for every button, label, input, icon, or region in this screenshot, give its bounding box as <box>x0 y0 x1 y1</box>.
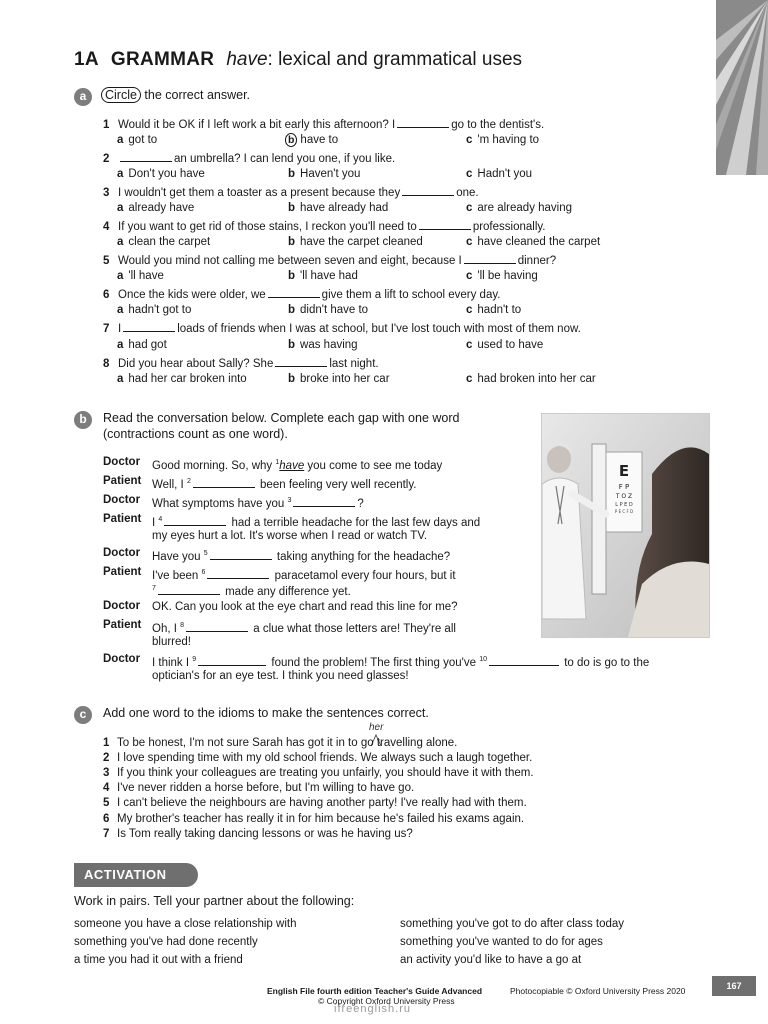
activation-instruction: Work in pairs. Tell your partner about the following: <box>74 894 355 908</box>
dialogue-text: ? <box>357 497 364 510</box>
section-b-instruction-line1: Read the conversation below. Complete each gap with one word <box>103 411 460 425</box>
question-text: If you want to get rid of those stains, I reckon you'll need to <box>118 221 417 233</box>
question-text: an umbrella? I can lend you one, if you like. <box>174 153 396 165</box>
option-a[interactable]: a had got <box>117 339 167 351</box>
section-b-instruction-line2: (contractions count as one word). <box>103 427 288 441</box>
example-answer: have <box>279 459 305 472</box>
question-number: 2 <box>103 153 110 165</box>
activation-item: an activity you'd like to have a go at <box>400 954 582 966</box>
speaker-label: Doctor <box>103 547 141 559</box>
answer-gap <box>210 559 272 560</box>
section-a-badge: a <box>74 88 92 106</box>
speaker-label: Doctor <box>103 456 141 468</box>
question-4 <box>103 221 545 233</box>
idiom-item <box>103 737 457 749</box>
option-text: got to <box>128 134 158 146</box>
option-a[interactable]: a hadn't got to <box>117 304 192 316</box>
idiom-item <box>103 813 524 825</box>
footer-copyright: © Copyright Oxford University Press <box>318 996 455 1006</box>
question-6 <box>103 289 500 301</box>
question-number: 3 <box>103 187 110 199</box>
idiom-item <box>103 797 527 809</box>
answer-gap <box>120 161 172 162</box>
option-text: broke into her car <box>300 373 390 385</box>
item-number: 3 <box>103 767 110 779</box>
question-text: loads of friends when I was at school, but I've lost touch with most of them now. <box>177 323 581 335</box>
option-text: had got <box>128 339 167 351</box>
gap-number: 10 <box>479 656 488 663</box>
footer-book-title: English File fourth edition Teacher's Guide Advanced <box>267 986 483 996</box>
option-a[interactable]: a 'll have <box>117 270 164 282</box>
answer-gap <box>402 195 454 196</box>
topic-italic: have <box>226 49 268 70</box>
question-text: dinner? <box>517 255 557 267</box>
option-text: Hadn't you <box>477 168 533 180</box>
section-name: GRAMMAR <box>110 49 215 70</box>
option-text: have the carpet cleaned <box>300 236 423 248</box>
item-text: To be honest, I'm not sure Sarah has got it in to go travelling alone. <box>117 737 458 749</box>
item-text: If you think your colleagues are treating you unfairly, you should have it with them. <box>117 767 534 779</box>
dialogue-text: paracetamol every four hours, but it <box>271 569 456 582</box>
handwritten-insert: her <box>369 722 384 733</box>
option-text: had her car broken into <box>128 373 247 385</box>
dialogue-text: been feeling very well recently. <box>256 478 417 491</box>
option-c[interactable]: c 'm having to <box>466 134 540 146</box>
option-text: have already had <box>300 202 389 214</box>
option-c[interactable]: c used to have <box>466 339 544 351</box>
gap-number: 4 <box>158 516 163 523</box>
eye-chart-row: L P E D <box>615 502 633 508</box>
option-text: used to have <box>477 339 544 351</box>
speaker-label: Patient <box>103 619 142 631</box>
dialogue-text: Well, I <box>152 478 187 491</box>
item-text: I can't believe the neighbours are having another party! I've really had with them. <box>117 797 527 809</box>
eye-chart-row: E <box>618 462 630 480</box>
speaker-label: Doctor <box>103 600 141 612</box>
question-text: I <box>118 323 122 335</box>
item-number: 2 <box>103 752 110 764</box>
item-number: 1 <box>103 737 110 749</box>
option-text: 'm having to <box>477 134 540 146</box>
dialogue-text: Have you <box>152 550 204 563</box>
speaker-label: Patient <box>103 475 142 487</box>
dialogue-text: Good morning. So, why <box>152 459 276 472</box>
dialogue-text: Oh, I <box>152 622 181 635</box>
option-c[interactable]: c are already having <box>466 202 573 214</box>
option-text: Don't you have <box>128 168 205 180</box>
dialogue-line <box>152 493 364 512</box>
question-3 <box>103 187 479 199</box>
question-text: one. <box>456 187 479 199</box>
item-text: I've never ridden a horse before, but I'm willing to have go. <box>117 782 415 794</box>
idiom-item <box>103 782 414 794</box>
dialogue-text: to do is go to the <box>561 656 650 669</box>
activation-banner: ACTIVATION <box>74 863 198 887</box>
option-a[interactable]: a got to <box>117 134 158 146</box>
answer-gap <box>275 366 327 367</box>
section-b-badge: b <box>74 411 92 429</box>
answer-gap <box>164 525 226 526</box>
page-title <box>74 49 522 71</box>
question-text: go to the dentist's. <box>451 119 545 131</box>
question-7 <box>103 323 581 335</box>
option-text: already have <box>128 202 195 214</box>
option-text: had broken into her car <box>477 373 596 385</box>
dialogue-line: OK. Can you look at the eye chart and read this line for me? <box>152 601 458 613</box>
dialogue-text: I <box>152 516 159 529</box>
dialogue-line-continued: my eyes hurt a lot. It's worse when I read or watch TV. <box>152 530 428 542</box>
answer-gap <box>397 127 449 128</box>
answer-gap <box>158 594 220 595</box>
gap-number: 1 <box>275 459 280 466</box>
question-1 <box>103 119 544 131</box>
eye-chart-row: T O Z <box>615 493 633 500</box>
gap-number: 7 <box>152 585 156 592</box>
dialogue-text: I've been <box>152 569 202 582</box>
option-text: hadn't got to <box>128 304 192 316</box>
answer-gap <box>198 665 266 666</box>
gap-number: 6 <box>201 569 206 576</box>
question-text: give them a lift to school every day. <box>321 289 501 301</box>
option-text: 'll have <box>128 270 164 282</box>
option-c[interactable]: c 'll be having <box>466 270 538 282</box>
question-2 <box>103 153 395 165</box>
option-text: are already having <box>477 202 573 214</box>
option-a[interactable]: a clean the carpet <box>117 236 211 248</box>
circle-word: Circle <box>101 87 141 103</box>
answer-gap <box>207 578 269 579</box>
dialogue-text: taking anything for the headache? <box>273 550 451 563</box>
gap-number: 9 <box>192 656 197 663</box>
dialogue-line <box>152 455 442 474</box>
option-c[interactable]: c have cleaned the carpet <box>466 236 601 248</box>
gap-number: 3 <box>287 497 292 504</box>
answer-gap <box>464 263 516 264</box>
dialogue-text: a clue what those letters are! They're all <box>250 622 456 635</box>
option-b[interactable]: b was having <box>288 339 358 351</box>
instruction-text: the correct answer. <box>140 88 251 102</box>
option-text: clean the carpet <box>128 236 211 248</box>
answer-gap <box>489 665 559 666</box>
question-5 <box>103 255 556 267</box>
option-text: didn't have to <box>300 304 369 316</box>
answer-gap <box>268 297 320 298</box>
page-number: 167 <box>712 976 756 996</box>
activation-item: something you've had done recently <box>74 936 258 948</box>
eye-chart-row: P E C F D <box>614 509 634 514</box>
section-c-badge: c <box>74 706 92 724</box>
footer-photocopiable: Photocopiable © Oxford University Press 2020 <box>510 986 686 996</box>
question-number: 1 <box>103 119 110 131</box>
option-b[interactable]: b broke into her car <box>288 373 390 385</box>
question-8 <box>103 358 379 370</box>
speaker-label: Doctor <box>103 653 141 665</box>
option-text: have to <box>300 134 339 146</box>
question-text: Would you mind not calling me between seven and eight, because I <box>118 255 462 267</box>
answer-gap <box>419 229 471 230</box>
item-text: Is Tom really taking dancing lessons or was he having us? <box>117 828 413 840</box>
question-text: last night. <box>329 358 379 370</box>
unit-code: 1A <box>74 49 99 70</box>
option-a[interactable]: a had her car broken into <box>117 373 247 385</box>
dialogue-text: you come to see me today <box>304 459 443 472</box>
question-number: 8 <box>103 358 110 370</box>
speaker-label: Patient <box>103 566 142 578</box>
question-text: I wouldn't get them a toaster as a present because they <box>118 187 401 199</box>
dialogue-text: What symptoms have you <box>152 497 288 510</box>
question-text: professionally. <box>472 221 546 233</box>
idiom-item <box>103 752 532 764</box>
option-text: was having <box>300 339 358 351</box>
activation-item: someone you have a close relationship with <box>74 918 297 930</box>
question-number: 5 <box>103 255 110 267</box>
dialogue-line-continued <box>152 581 351 600</box>
gap-number: 2 <box>186 478 191 485</box>
activation-item: a time you had it out with a friend <box>74 954 243 966</box>
item-number: 5 <box>103 797 110 809</box>
watermark: ifreenglish.ru <box>334 1003 411 1015</box>
answer-gap <box>186 631 248 632</box>
option-c[interactable]: c had broken into her car <box>466 373 596 385</box>
answer-gap <box>193 487 255 488</box>
option-text: have cleaned the carpet <box>477 236 601 248</box>
option-text: hadn't to <box>477 304 522 316</box>
question-number: 6 <box>103 289 110 301</box>
option-a[interactable]: a already have <box>117 202 195 214</box>
question-number: 4 <box>103 221 110 233</box>
option-text: 'll be having <box>477 270 538 282</box>
dialogue-text: made any difference yet. <box>221 585 351 598</box>
dialogue-text: I think I <box>152 656 193 669</box>
option-b[interactable]: b didn't have to <box>288 304 369 316</box>
speaker-label: Doctor <box>103 494 141 506</box>
option-a[interactable]: a Don't you have <box>117 168 205 180</box>
activation-item: something you've got to do after class today <box>400 918 625 930</box>
dialogue-line-continued: optician's for an eye test. I think you need glasses! <box>152 670 409 682</box>
answer-gap <box>293 506 355 507</box>
dialogue-line <box>152 546 450 565</box>
option-b[interactable]: b 'll have had <box>288 270 358 282</box>
option-text: 'll have had <box>300 270 358 282</box>
section-a-instruction <box>101 88 250 102</box>
speaker-label: Patient <box>103 513 142 525</box>
gap-number: 8 <box>180 622 185 629</box>
corner-decoration <box>716 0 768 175</box>
doctor-eye-chart-photo <box>541 413 710 638</box>
item-number: 4 <box>103 782 110 794</box>
dialogue-line <box>152 474 416 493</box>
option-c[interactable]: c Hadn't you <box>466 168 533 180</box>
activation-item: something you've wanted to do for ages <box>400 936 603 948</box>
eye-chart-row: F P <box>618 483 630 491</box>
option-b[interactable]: b have the carpet cleaned <box>288 236 423 248</box>
option-c[interactable]: c hadn't to <box>466 304 522 316</box>
question-text: Did you hear about Sally? She <box>118 358 274 370</box>
question-text: Would it be OK if I left work a bit early this afternoon? I <box>118 119 396 131</box>
dialogue-line <box>152 618 456 637</box>
idiom-item <box>103 767 534 779</box>
option-b-circled[interactable]: b have to <box>285 134 338 146</box>
item-text: I love spending time with my old school friends. We always such a laugh together. <box>117 752 533 764</box>
answer-gap <box>123 331 175 332</box>
dialogue-text: found the problem! The first thing you've <box>268 656 480 669</box>
topic-rest: : lexical and grammatical uses <box>267 49 523 70</box>
option-b[interactable]: b Haven't you <box>288 168 361 180</box>
section-c-instruction: Add one word to the idioms to make the sentences correct. <box>103 706 429 720</box>
idiom-item <box>103 828 413 840</box>
item-number: 7 <box>103 828 110 840</box>
question-text: Once the kids were older, we <box>118 289 266 301</box>
option-b[interactable]: b have already had <box>288 202 389 214</box>
dialogue-text: had a terrible headache for the last few days and <box>228 516 481 529</box>
question-number: 7 <box>103 323 110 335</box>
item-number: 6 <box>103 813 110 825</box>
option-text: Haven't you <box>300 168 361 180</box>
gap-number: 5 <box>203 550 208 557</box>
item-text: My brother's teacher has really it in for him because he's failed his exams again. <box>117 813 525 825</box>
dialogue-line-continued: blurred! <box>152 636 191 648</box>
